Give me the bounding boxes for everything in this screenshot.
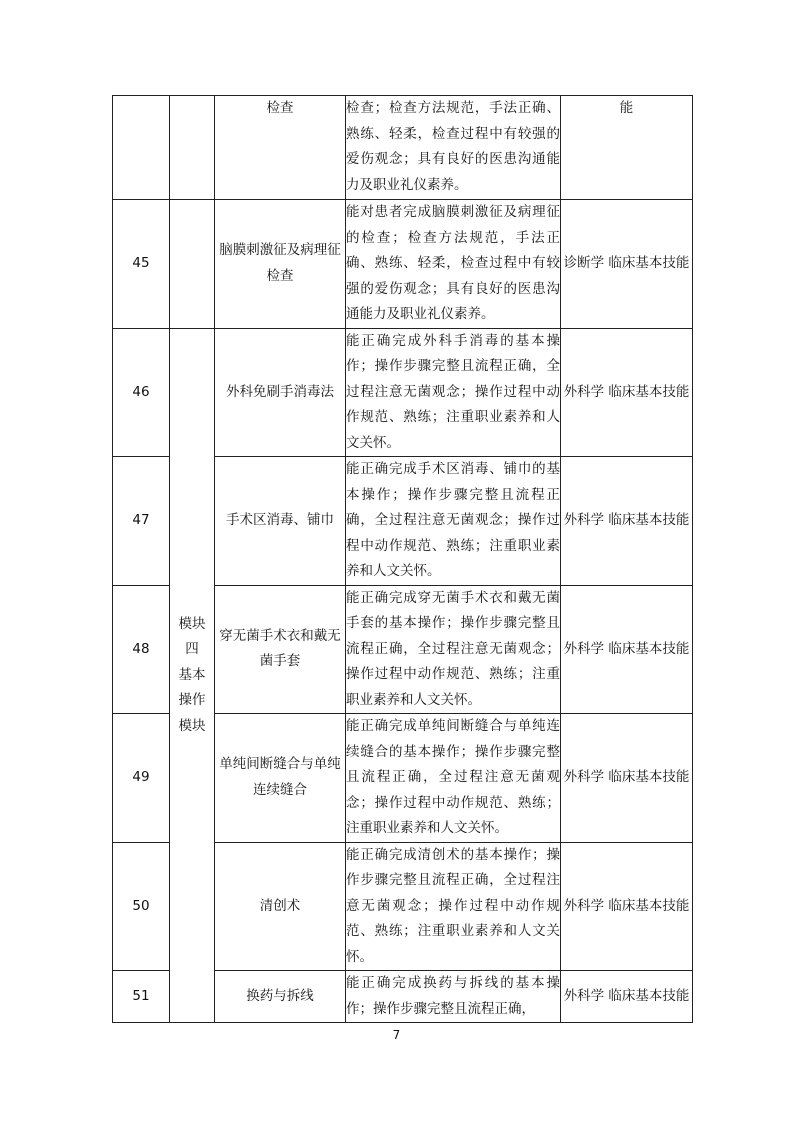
page-number: 7 [392, 1028, 401, 1042]
row-number [113, 96, 170, 200]
row-number: 50 [113, 842, 170, 971]
skill-requirement: 能对患者完成脑膜刺激征及病理征的检查；检查方法规范，手法正确、熟练、轻柔，检查过程中有较强的爱伤观念；具有良好的医患沟通能力及职业礼仪素养。 [346, 200, 561, 329]
module-line: 操作 [178, 692, 206, 708]
module-cell-empty [170, 96, 215, 200]
row-number: 47 [113, 457, 170, 586]
row-number: 46 [113, 328, 170, 457]
skill-requirement: 能正确完成清创术的基本操作；操作步骤完整且流程正确，全过程注意无菌观念；操作过程中动作规范、熟练；注重职业素养和人文关怀。 [346, 842, 561, 971]
skill-requirement: 能正确完成外科手消毒的基本操作；操作步骤完整且流程正确，全过程注意无菌观念；操作过程中动作规范、熟练；注重职业素养和人文关怀。 [346, 328, 561, 457]
course-name: 外科学 临床基本技能 [561, 328, 693, 457]
skill-name: 换药与拆线 [215, 971, 346, 1023]
skill-name: 单纯间断缝合与单纯连续缝合 [215, 714, 346, 843]
course-name: 外科学 临床基本技能 [561, 714, 693, 843]
course-name: 外科学 临床基本技能 [561, 457, 693, 586]
skill-requirement: 能正确完成换药与拆线的基本操作；操作步骤完整且流程正确， [346, 971, 561, 1023]
skill-name: 检查 [215, 96, 346, 200]
module-line: 基本 [178, 666, 206, 683]
table-row [113, 200, 693, 329]
skills-table [112, 95, 693, 1023]
course-name: 能 [561, 96, 693, 200]
row-number: 51 [113, 971, 170, 1023]
module-line: 四 [185, 641, 199, 657]
skill-requirement: 能正确完成穿无菌手术衣和戴无菌手套的基本操作；操作步骤完整且流程正确，全过程注意无菌观念；操作过程中动作规范、熟练；注重职业素养和人文关怀。 [346, 585, 561, 714]
skill-requirement: 能正确完成手术区消毒、铺巾的基本操作；操作步骤完整且流程正确，全过程注意无菌观念；操作过程中动作规范、熟练；注重职业素养和人文关怀。 [346, 457, 561, 586]
module-line: 模块 [178, 615, 206, 632]
course-name: 诊断学 临床基本技能 [561, 200, 693, 329]
skill-name: 脑膜刺激征及病理征检查 [215, 200, 346, 329]
skill-name: 清创术 [215, 842, 346, 971]
course-name: 外科学 临床基本技能 [561, 971, 693, 1023]
module-label [170, 328, 215, 1023]
skill-requirement: 能正确完成单纯间断缝合与单纯连续缝合的基本操作；操作步骤完整且流程正确，全过程注意无菌观念；操作过程中动作规范、熟练；注重职业素养和人文关怀。 [346, 714, 561, 843]
table-row [113, 96, 693, 200]
skill-name: 穿无菌手术衣和戴无菌手套 [215, 585, 346, 714]
course-name: 外科学 临床基本技能 [561, 842, 693, 971]
row-number: 48 [113, 585, 170, 714]
module-line: 模块 [178, 717, 206, 734]
skill-name: 外科免刷手消毒法 [215, 328, 346, 457]
table-row [113, 328, 693, 457]
course-name: 外科学 临床基本技能 [561, 585, 693, 714]
module-cell-empty [170, 200, 215, 329]
row-number: 45 [113, 200, 170, 329]
skill-requirement: 检查；检查方法规范，手法正确、熟练、轻柔，检查过程中有较强的爱伤观念；具有良好的医患沟通能力及职业礼仪素养。 [346, 96, 561, 200]
skill-name: 手术区消毒、铺巾 [215, 457, 346, 586]
row-number: 49 [113, 714, 170, 843]
